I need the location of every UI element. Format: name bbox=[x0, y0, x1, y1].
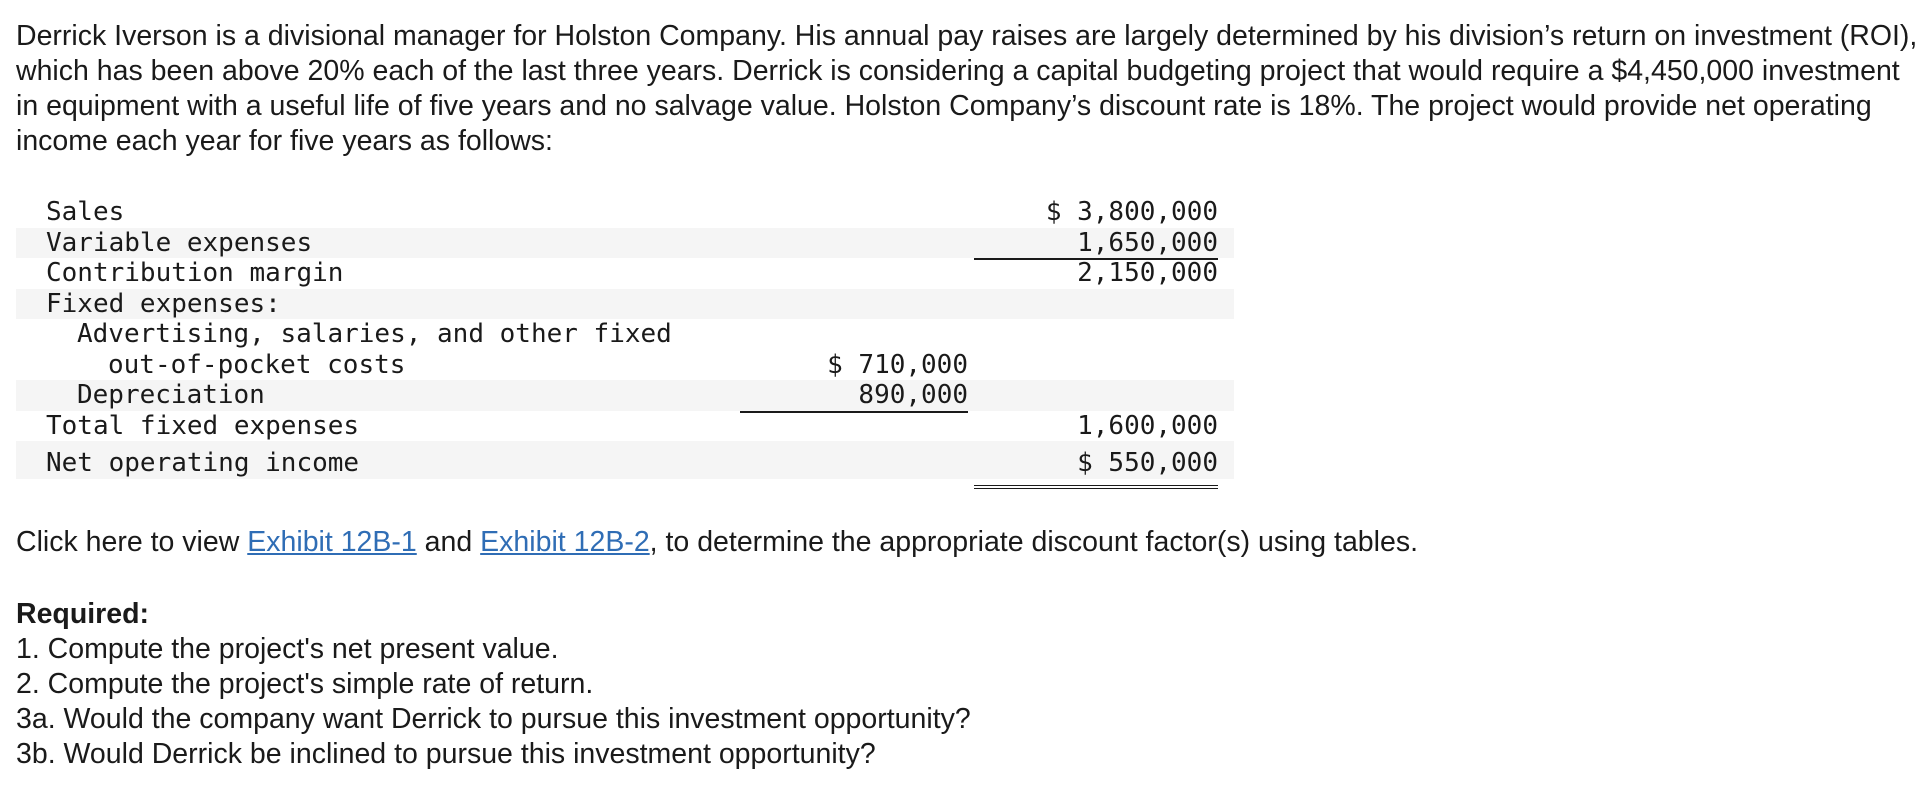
table-row-fixed-expenses bbox=[16, 289, 1234, 320]
advertising-amount: $ 710,000 bbox=[827, 349, 968, 380]
table-row-sales bbox=[16, 197, 1234, 228]
required-item-1: 1. Compute the project's net present value. bbox=[16, 633, 559, 665]
exhibit-prefix: Click here to view bbox=[16, 526, 248, 558]
row-label: Total fixed expenses bbox=[46, 410, 360, 441]
variable-expenses-total: 1,650,000 bbox=[974, 228, 1218, 261]
row-label: Contribution margin bbox=[46, 258, 344, 288]
exhibit-12b-2-link[interactable]: Exhibit 12B-2 bbox=[480, 526, 650, 558]
required-item-3a: 3a. Would the company want Derrick to pursue this investment opportunity? bbox=[16, 703, 971, 735]
required-heading: Required: bbox=[16, 598, 150, 630]
exhibit-12b-1-link[interactable]: Exhibit 12B-1 bbox=[247, 526, 417, 558]
required-item-3b: 3b. Would Derrick be inclined to pursue this investment opportunity? bbox=[16, 738, 876, 770]
table-row-net-operating-income bbox=[16, 441, 1234, 479]
net-operating-income-total: $ 550,000 bbox=[974, 441, 1218, 489]
exhibit-instructions bbox=[16, 525, 1918, 560]
table-row-total-fixed-expenses bbox=[16, 411, 1234, 442]
table-row-advertising bbox=[16, 319, 1234, 350]
exhibit-middle: and bbox=[416, 526, 481, 558]
row-label: out-of-pocket costs bbox=[108, 349, 406, 380]
table-row-advertising-cont bbox=[16, 350, 1234, 381]
required-item-2: 2. Compute the project's simple rate of return. bbox=[16, 668, 594, 700]
problem-description: Derrick Iverson is a divisional manager for Holston Company. His annual pay raises are largely determined by his division’s return on investment (ROI), which has been above 20% each of the last three years. Derrick is considering a capital budgeting project that would require a $4,450,000 investment in equipment with a useful life of five years and no salvage value. Holston Company’s discount rate is 18%. The project would provide net operating income each year for five years as follows: bbox=[16, 20, 1918, 157]
contribution-margin-total: 2,150,000 bbox=[1077, 258, 1218, 288]
sales-total: $ 3,800,000 bbox=[1045, 197, 1218, 227]
row-label: Variable expenses bbox=[46, 227, 313, 258]
depreciation-amount: 890,000 bbox=[740, 380, 968, 413]
table-row-contribution-margin bbox=[16, 258, 1234, 289]
row-label: Depreciation bbox=[77, 380, 265, 410]
required-section bbox=[16, 597, 1918, 772]
exhibit-suffix: , to determine the appropriate discount factor(s) using tables. bbox=[649, 526, 1419, 558]
income-statement-table bbox=[16, 197, 1234, 479]
row-label: Advertising, salaries, and other fixed bbox=[77, 319, 672, 349]
row-label: Fixed expenses: bbox=[46, 288, 281, 319]
row-label: Sales bbox=[46, 197, 125, 227]
table-row-depreciation bbox=[16, 380, 1234, 411]
table-row-variable-expenses bbox=[16, 228, 1234, 259]
total-fixed-expenses-total: 1,600,000 bbox=[974, 411, 1218, 444]
row-label: Net operating income bbox=[46, 448, 360, 478]
